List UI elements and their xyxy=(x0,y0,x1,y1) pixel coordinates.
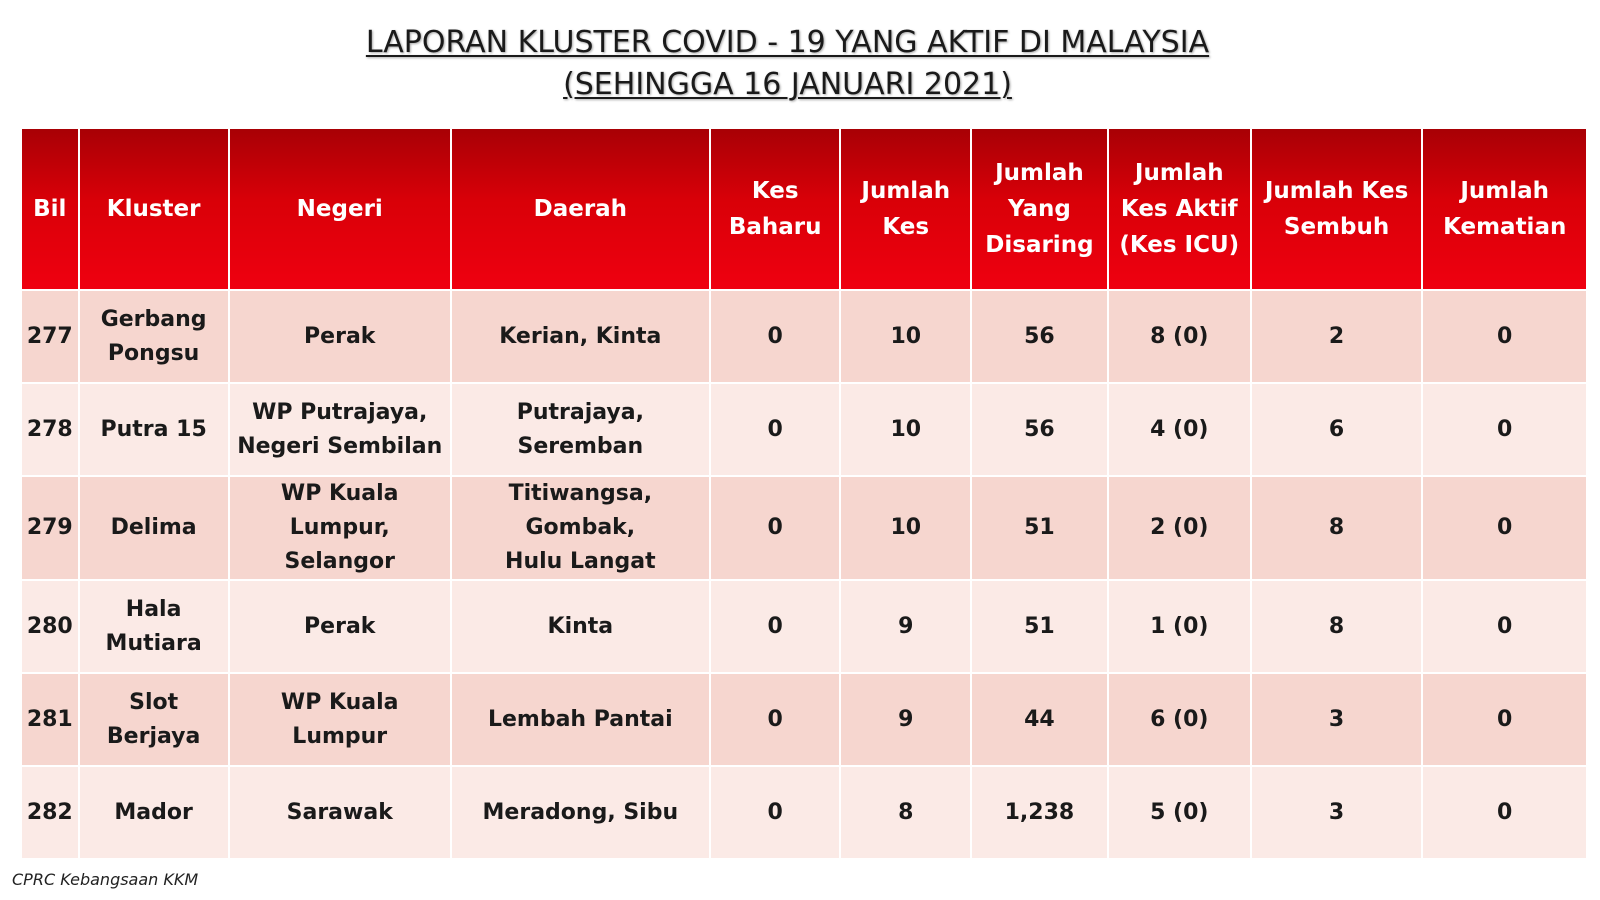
table-row xyxy=(21,476,1587,580)
title-line-1: LAPORAN KLUSTER COVID - 19 YANG AKTIF DI MALAYSIA xyxy=(365,25,1210,60)
cell-bil: 279 xyxy=(21,476,79,580)
header-row xyxy=(21,128,1587,290)
cell-jumlah-kes: 8 xyxy=(840,766,971,859)
header-bil: Bil xyxy=(21,128,79,290)
cell-jumlah-disaring: 44 xyxy=(971,673,1108,766)
header-jumlah-kes: Jumlah Kes xyxy=(840,128,971,290)
cell-jumlah-kematian: 0 xyxy=(1422,383,1587,476)
cell-negeri: WP Putrajaya, Negeri Sembilan xyxy=(229,383,451,476)
cell-jumlah-kes-aktif: 8 (0) xyxy=(1108,290,1251,383)
cell-jumlah-kematian: 0 xyxy=(1422,476,1587,580)
table-header xyxy=(21,128,1587,290)
cluster-table-container xyxy=(20,127,1588,860)
cell-jumlah-kematian: 0 xyxy=(1422,290,1587,383)
table-row xyxy=(21,766,1587,859)
page-title xyxy=(0,22,1575,106)
cell-negeri: Perak xyxy=(229,580,451,673)
cell-jumlah-kematian: 0 xyxy=(1422,766,1587,859)
cell-daerah: Kerian, Kinta xyxy=(451,290,710,383)
cell-kluster: Gerbang Pongsu xyxy=(79,290,229,383)
table-row xyxy=(21,673,1587,766)
table-row xyxy=(21,290,1587,383)
cell-daerah: Putrajaya, Seremban xyxy=(451,383,710,476)
cell-daerah: Kinta xyxy=(451,580,710,673)
cell-bil: 282 xyxy=(21,766,79,859)
cell-daerah: Meradong, Sibu xyxy=(451,766,710,859)
cell-daerah: Titiwangsa, Gombak, Hulu Langat xyxy=(451,476,710,580)
cell-jumlah-kematian: 0 xyxy=(1422,673,1587,766)
cell-jumlah-kematian: 0 xyxy=(1422,580,1587,673)
cell-jumlah-kes: 10 xyxy=(840,383,971,476)
cell-jumlah-kes-aktif: 4 (0) xyxy=(1108,383,1251,476)
title-line-2: (SEHINGGA 16 JANUARI 2021) xyxy=(563,67,1012,102)
cell-negeri: WP Kuala Lumpur, Selangor xyxy=(229,476,451,580)
cell-jumlah-kes: 10 xyxy=(840,290,971,383)
cell-kes-baharu: 0 xyxy=(710,383,841,476)
cell-bil: 280 xyxy=(21,580,79,673)
cell-jumlah-kes-aktif: 1 (0) xyxy=(1108,580,1251,673)
cell-daerah: Lembah Pantai xyxy=(451,673,710,766)
cell-jumlah-kes: 9 xyxy=(840,673,971,766)
cell-jumlah-kes: 10 xyxy=(840,476,971,580)
cell-jumlah-kes: 9 xyxy=(840,580,971,673)
header-negeri: Negeri xyxy=(229,128,451,290)
header-daerah: Daerah xyxy=(451,128,710,290)
cell-jumlah-kes-aktif: 6 (0) xyxy=(1108,673,1251,766)
header-jumlah-kematian: Jumlah Kematian xyxy=(1422,128,1587,290)
cell-jumlah-disaring: 51 xyxy=(971,476,1108,580)
cell-bil: 278 xyxy=(21,383,79,476)
table-body xyxy=(21,290,1587,859)
cluster-table xyxy=(20,127,1588,860)
table-row xyxy=(21,383,1587,476)
cell-kluster: Mador xyxy=(79,766,229,859)
cell-kes-baharu: 0 xyxy=(710,580,841,673)
header-kes-baharu: Kes Baharu xyxy=(710,128,841,290)
cell-jumlah-kes-sembuh: 6 xyxy=(1251,383,1423,476)
cell-negeri: Sarawak xyxy=(229,766,451,859)
cell-bil: 277 xyxy=(21,290,79,383)
cell-kes-baharu: 0 xyxy=(710,290,841,383)
cell-kluster: Slot Berjaya xyxy=(79,673,229,766)
cell-kes-baharu: 0 xyxy=(710,476,841,580)
source-footer: CPRC Kebangsaan KKM xyxy=(12,870,199,889)
cell-bil: 281 xyxy=(21,673,79,766)
cell-jumlah-disaring: 51 xyxy=(971,580,1108,673)
cell-jumlah-kes-sembuh: 8 xyxy=(1251,580,1423,673)
cell-kluster: Putra 15 xyxy=(79,383,229,476)
cell-negeri: Perak xyxy=(229,290,451,383)
cell-negeri: WP Kuala Lumpur xyxy=(229,673,451,766)
cell-jumlah-kes-aktif: 2 (0) xyxy=(1108,476,1251,580)
cell-jumlah-kes-sembuh: 8 xyxy=(1251,476,1423,580)
cell-jumlah-kes-sembuh: 3 xyxy=(1251,766,1423,859)
cell-jumlah-kes-aktif: 5 (0) xyxy=(1108,766,1251,859)
cell-jumlah-kes-sembuh: 3 xyxy=(1251,673,1423,766)
cell-jumlah-disaring: 56 xyxy=(971,383,1108,476)
header-jumlah-kes-aktif: Jumlah Kes Aktif (Kes ICU) xyxy=(1108,128,1251,290)
cell-kes-baharu: 0 xyxy=(710,673,841,766)
cell-jumlah-disaring: 1,238 xyxy=(971,766,1108,859)
header-jumlah-kes-sembuh: Jumlah Kes Sembuh xyxy=(1251,128,1423,290)
table-row xyxy=(21,580,1587,673)
cell-jumlah-kes-sembuh: 2 xyxy=(1251,290,1423,383)
cell-kluster: Delima xyxy=(79,476,229,580)
cell-kes-baharu: 0 xyxy=(710,766,841,859)
header-jumlah-disaring: Jumlah Yang Disaring xyxy=(971,128,1108,290)
header-kluster: Kluster xyxy=(79,128,229,290)
cell-kluster: Hala Mutiara xyxy=(79,580,229,673)
cell-jumlah-disaring: 56 xyxy=(971,290,1108,383)
